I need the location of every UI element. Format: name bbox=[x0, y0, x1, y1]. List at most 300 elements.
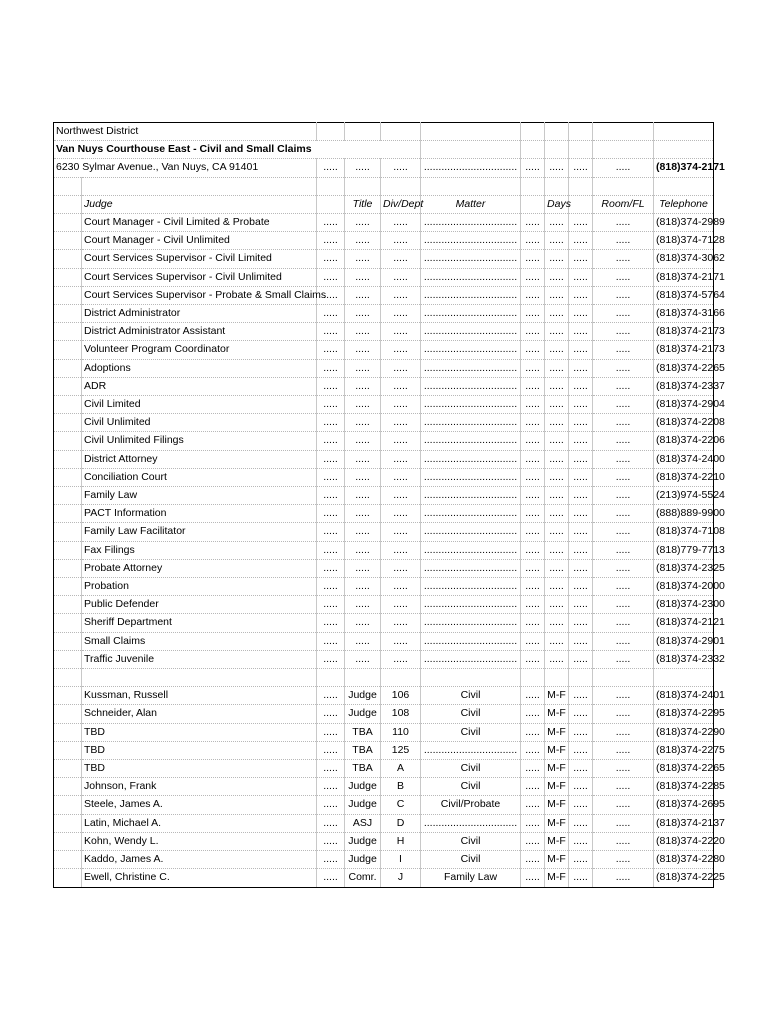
service-row bbox=[54, 541, 714, 559]
service-phone: (818)374-2400 bbox=[654, 450, 714, 468]
filler: ..... bbox=[569, 687, 593, 705]
service-name: Court Manager - Civil Unlimited bbox=[82, 232, 317, 250]
service-phone: (818)779-7713 bbox=[654, 541, 714, 559]
judge-matter: ................................ bbox=[421, 741, 521, 759]
filler: ..... bbox=[345, 487, 381, 505]
service-row bbox=[54, 341, 714, 359]
filler: ..... bbox=[521, 559, 545, 577]
filler: ..... bbox=[317, 505, 345, 523]
judge-phone: (818)374-2137 bbox=[654, 814, 714, 832]
judge-title: Comr. bbox=[345, 869, 381, 887]
filler: ..... bbox=[593, 450, 654, 468]
filler: ..... bbox=[521, 414, 545, 432]
filler: ..... bbox=[317, 250, 345, 268]
filler: ..... bbox=[593, 305, 654, 323]
column-header-row bbox=[54, 195, 714, 213]
judge-matter: Family Law bbox=[421, 869, 521, 887]
filler: ..... bbox=[593, 814, 654, 832]
judge-name: Ewell, Christine C. bbox=[82, 869, 317, 887]
filler: ..... bbox=[521, 323, 545, 341]
filler: ................................ bbox=[421, 359, 521, 377]
judge-matter: Civil bbox=[421, 851, 521, 869]
filler: ..... bbox=[545, 523, 569, 541]
filler: ..... bbox=[545, 250, 569, 268]
service-phone: (818)374-2904 bbox=[654, 396, 714, 414]
filler: ..... bbox=[545, 450, 569, 468]
service-name: Adoptions bbox=[82, 359, 317, 377]
filler: ..... bbox=[545, 650, 569, 668]
judge-title: TBA bbox=[345, 741, 381, 759]
filler: ..... bbox=[345, 323, 381, 341]
filler: ................................ bbox=[421, 341, 521, 359]
filler: ..... bbox=[569, 268, 593, 286]
filler: ..... bbox=[569, 851, 593, 869]
service-row bbox=[54, 505, 714, 523]
judge-matter: Civil bbox=[421, 778, 521, 796]
filler: ..... bbox=[569, 505, 593, 523]
judge-row bbox=[54, 851, 714, 869]
filler: ..... bbox=[317, 432, 345, 450]
filler: ..... bbox=[381, 377, 421, 395]
filler: ..... bbox=[593, 377, 654, 395]
filler: ..... bbox=[521, 632, 545, 650]
filler: ..... bbox=[545, 468, 569, 486]
filler: ................................ bbox=[421, 523, 521, 541]
courthouse-row bbox=[54, 141, 714, 159]
service-row bbox=[54, 268, 714, 286]
judge-name: Kussman, Russell bbox=[82, 687, 317, 705]
filler: ..... bbox=[593, 869, 654, 887]
service-name: Volunteer Program Coordinator bbox=[82, 341, 317, 359]
filler: ..... bbox=[381, 614, 421, 632]
filler: ..... bbox=[317, 232, 345, 250]
filler: ..... bbox=[521, 578, 545, 596]
filler: ..... bbox=[593, 487, 654, 505]
filler: ..... bbox=[317, 286, 345, 304]
judge-dept: B bbox=[381, 778, 421, 796]
filler: ..... bbox=[317, 760, 345, 778]
filler: ..... bbox=[345, 541, 381, 559]
judge-days: M-F bbox=[545, 869, 569, 887]
filler: ..... bbox=[345, 450, 381, 468]
filler: ..... bbox=[521, 596, 545, 614]
filler: ..... bbox=[345, 250, 381, 268]
filler: ..... bbox=[317, 705, 345, 723]
room-column-header: Room/FL bbox=[593, 195, 654, 213]
judge-dept: 110 bbox=[381, 723, 421, 741]
district-name: Northwest District bbox=[54, 123, 317, 141]
filler: ..... bbox=[593, 214, 654, 232]
filler: ..... bbox=[569, 559, 593, 577]
filler: ..... bbox=[521, 723, 545, 741]
service-name: Civil Limited bbox=[82, 396, 317, 414]
filler: ..... bbox=[345, 232, 381, 250]
filler: ..... bbox=[569, 596, 593, 614]
filler: ................................ bbox=[421, 559, 521, 577]
judge-days: M-F bbox=[545, 796, 569, 814]
service-row bbox=[54, 432, 714, 450]
filler: ..... bbox=[545, 159, 569, 177]
judge-name: Steele, James A. bbox=[82, 796, 317, 814]
judge-row bbox=[54, 869, 714, 887]
filler: ..... bbox=[345, 268, 381, 286]
service-name: Family Law bbox=[82, 487, 317, 505]
filler: ..... bbox=[545, 286, 569, 304]
judge-dept: J bbox=[381, 869, 421, 887]
filler: ..... bbox=[521, 268, 545, 286]
filler: ..... bbox=[569, 832, 593, 850]
filler: ..... bbox=[317, 741, 345, 759]
filler: ..... bbox=[345, 614, 381, 632]
service-name: PACT Information bbox=[82, 505, 317, 523]
service-phone: (818)374-2989 bbox=[654, 214, 714, 232]
judge-days: M-F bbox=[545, 778, 569, 796]
filler: ..... bbox=[381, 650, 421, 668]
filler: ..... bbox=[545, 268, 569, 286]
filler: ..... bbox=[569, 760, 593, 778]
service-phone: (818)374-2210 bbox=[654, 468, 714, 486]
filler: ..... bbox=[521, 286, 545, 304]
filler: ..... bbox=[381, 232, 421, 250]
filler: ..... bbox=[345, 559, 381, 577]
filler: ..... bbox=[569, 705, 593, 723]
filler: ..... bbox=[569, 450, 593, 468]
filler: ..... bbox=[381, 559, 421, 577]
service-phone: (818)374-2171 bbox=[654, 268, 714, 286]
filler: ..... bbox=[593, 596, 654, 614]
service-phone: (818)374-2265 bbox=[654, 359, 714, 377]
filler: ..... bbox=[545, 323, 569, 341]
filler: ..... bbox=[317, 487, 345, 505]
judge-name: TBD bbox=[82, 760, 317, 778]
filler: ..... bbox=[345, 305, 381, 323]
filler: ..... bbox=[593, 851, 654, 869]
filler: ..... bbox=[345, 341, 381, 359]
judge-row bbox=[54, 778, 714, 796]
filler: ..... bbox=[317, 268, 345, 286]
judge-days: M-F bbox=[545, 723, 569, 741]
filler: ..... bbox=[569, 214, 593, 232]
service-row bbox=[54, 523, 714, 541]
filler: ..... bbox=[381, 323, 421, 341]
filler: ..... bbox=[569, 796, 593, 814]
filler: ................................ bbox=[421, 286, 521, 304]
filler: ..... bbox=[521, 432, 545, 450]
courthouse-address: 6230 Sylmar Avenue., Van Nuys, CA 91401 bbox=[54, 159, 317, 177]
blank-row bbox=[54, 669, 714, 687]
filler: ..... bbox=[593, 541, 654, 559]
judge-dept: H bbox=[381, 832, 421, 850]
filler: ..... bbox=[317, 523, 345, 541]
filler: ..... bbox=[521, 760, 545, 778]
filler: ................................ bbox=[421, 468, 521, 486]
filler: ..... bbox=[593, 578, 654, 596]
filler: ..... bbox=[521, 396, 545, 414]
filler: ..... bbox=[317, 650, 345, 668]
filler: ..... bbox=[381, 450, 421, 468]
filler: ..... bbox=[593, 760, 654, 778]
judge-matter: Civil bbox=[421, 723, 521, 741]
filler: ................................ bbox=[421, 450, 521, 468]
filler: ..... bbox=[345, 359, 381, 377]
service-phone: (818)374-2901 bbox=[654, 632, 714, 650]
service-name: Court Services Supervisor - Probate & Small Claims bbox=[82, 286, 317, 304]
filler: ..... bbox=[545, 578, 569, 596]
filler: ..... bbox=[381, 632, 421, 650]
judge-name: TBD bbox=[82, 741, 317, 759]
filler: ..... bbox=[381, 305, 421, 323]
judge-days: M-F bbox=[545, 760, 569, 778]
district-row bbox=[54, 123, 714, 141]
filler: ..... bbox=[593, 341, 654, 359]
filler: ..... bbox=[593, 796, 654, 814]
judge-phone: (818)374-2265 bbox=[654, 760, 714, 778]
filler: ..... bbox=[317, 851, 345, 869]
filler: ................................ bbox=[421, 487, 521, 505]
filler: ..... bbox=[593, 359, 654, 377]
filler: ..... bbox=[521, 505, 545, 523]
judge-matter: ................................ bbox=[421, 814, 521, 832]
filler: ..... bbox=[381, 414, 421, 432]
filler: ................................ bbox=[421, 414, 521, 432]
judge-matter: Civil bbox=[421, 705, 521, 723]
service-phone: (818)374-2337 bbox=[654, 377, 714, 395]
service-name: Probation bbox=[82, 578, 317, 596]
filler: ..... bbox=[521, 778, 545, 796]
filler: ..... bbox=[345, 286, 381, 304]
filler: ..... bbox=[545, 414, 569, 432]
filler: ..... bbox=[521, 341, 545, 359]
judge-phone: (818)374-2225 bbox=[654, 869, 714, 887]
filler: ..... bbox=[569, 323, 593, 341]
filler: ..... bbox=[381, 250, 421, 268]
filler: ..... bbox=[317, 541, 345, 559]
filler: ..... bbox=[345, 505, 381, 523]
judge-matter: Civil bbox=[421, 760, 521, 778]
service-phone: (818)374-5764 bbox=[654, 286, 714, 304]
filler: ..... bbox=[545, 596, 569, 614]
days-column-header: Days bbox=[545, 195, 569, 213]
judge-name: Kaddo, James A. bbox=[82, 851, 317, 869]
judge-row bbox=[54, 760, 714, 778]
judge-dept: 125 bbox=[381, 741, 421, 759]
service-phone: (818)374-2173 bbox=[654, 323, 714, 341]
service-name: Court Manager - Civil Limited & Probate bbox=[82, 214, 317, 232]
filler: ..... bbox=[593, 468, 654, 486]
filler: ..... bbox=[317, 414, 345, 432]
judge-name: Schneider, Alan bbox=[82, 705, 317, 723]
filler: ..... bbox=[569, 614, 593, 632]
service-phone: (888)889-9900 bbox=[654, 505, 714, 523]
judge-row bbox=[54, 705, 714, 723]
filler: ..... bbox=[317, 377, 345, 395]
filler: ..... bbox=[381, 286, 421, 304]
filler: ..... bbox=[545, 432, 569, 450]
filler: ..... bbox=[593, 232, 654, 250]
judge-days: M-F bbox=[545, 687, 569, 705]
judge-phone: (818)374-2295 bbox=[654, 705, 714, 723]
judge-days: M-F bbox=[545, 705, 569, 723]
filler: ..... bbox=[593, 286, 654, 304]
filler: ..... bbox=[569, 305, 593, 323]
judge-days: M-F bbox=[545, 832, 569, 850]
filler: ..... bbox=[593, 614, 654, 632]
judge-phone: (818)374-2220 bbox=[654, 832, 714, 850]
filler: ..... bbox=[593, 323, 654, 341]
filler: ..... bbox=[569, 359, 593, 377]
service-row bbox=[54, 305, 714, 323]
filler: ..... bbox=[317, 832, 345, 850]
judge-name: Latin, Michael A. bbox=[82, 814, 317, 832]
judge-row bbox=[54, 687, 714, 705]
filler: ..... bbox=[521, 541, 545, 559]
filler: ..... bbox=[317, 796, 345, 814]
filler: ..... bbox=[593, 523, 654, 541]
judge-matter: Civil bbox=[421, 687, 521, 705]
filler: ..... bbox=[545, 487, 569, 505]
filler: ..... bbox=[317, 723, 345, 741]
filler: ..... bbox=[381, 523, 421, 541]
filler: ..... bbox=[521, 705, 545, 723]
filler: ..... bbox=[569, 286, 593, 304]
filler: ..... bbox=[593, 505, 654, 523]
filler: ..... bbox=[521, 523, 545, 541]
filler: ..... bbox=[345, 396, 381, 414]
filler: ................................ bbox=[421, 541, 521, 559]
filler: ..... bbox=[569, 650, 593, 668]
filler: ................................ bbox=[421, 596, 521, 614]
judge-days: M-F bbox=[545, 741, 569, 759]
filler: ..... bbox=[593, 778, 654, 796]
filler: ..... bbox=[545, 505, 569, 523]
filler: ..... bbox=[593, 705, 654, 723]
service-row bbox=[54, 396, 714, 414]
service-phone: (818)374-2208 bbox=[654, 414, 714, 432]
filler: ..... bbox=[569, 869, 593, 887]
judge-title: Judge bbox=[345, 705, 381, 723]
filler: ..... bbox=[569, 741, 593, 759]
judge-dept: 108 bbox=[381, 705, 421, 723]
filler: ..... bbox=[521, 450, 545, 468]
judge-dept: C bbox=[381, 796, 421, 814]
matter-column-header: Matter bbox=[421, 195, 521, 213]
judge-dept: 106 bbox=[381, 687, 421, 705]
filler: ..... bbox=[317, 305, 345, 323]
service-name: Sheriff Department bbox=[82, 614, 317, 632]
filler: ..... bbox=[381, 541, 421, 559]
filler: ..... bbox=[569, 778, 593, 796]
filler: ..... bbox=[593, 268, 654, 286]
filler: ..... bbox=[569, 723, 593, 741]
judge-name: Johnson, Frank bbox=[82, 778, 317, 796]
service-row bbox=[54, 323, 714, 341]
service-row bbox=[54, 468, 714, 486]
filler: ..... bbox=[345, 578, 381, 596]
service-name: Traffic Juvenile bbox=[82, 650, 317, 668]
service-row bbox=[54, 614, 714, 632]
filler: ..... bbox=[345, 214, 381, 232]
service-name: Family Law Facilitator bbox=[82, 523, 317, 541]
service-name: District Attorney bbox=[82, 450, 317, 468]
courthouse-phone: (818)374-2171 bbox=[654, 159, 714, 177]
service-row bbox=[54, 232, 714, 250]
judge-phone: (818)374-2401 bbox=[654, 687, 714, 705]
filler: ..... bbox=[545, 341, 569, 359]
filler: ..... bbox=[521, 796, 545, 814]
judge-title: Judge bbox=[345, 851, 381, 869]
filler: ..... bbox=[521, 487, 545, 505]
filler: ..... bbox=[381, 596, 421, 614]
filler: ..... bbox=[545, 305, 569, 323]
filler: ..... bbox=[317, 814, 345, 832]
service-row bbox=[54, 250, 714, 268]
judge-phone: (818)374-2290 bbox=[654, 723, 714, 741]
filler: ..... bbox=[521, 359, 545, 377]
directory-body bbox=[54, 123, 725, 888]
directory-table bbox=[53, 122, 725, 888]
service-phone: (818)374-7128 bbox=[654, 232, 714, 250]
judge-dept: A bbox=[381, 760, 421, 778]
judge-matter: Civil bbox=[421, 832, 521, 850]
judge-title: Judge bbox=[345, 832, 381, 850]
filler: ..... bbox=[521, 851, 545, 869]
filler: ..... bbox=[317, 341, 345, 359]
judge-row bbox=[54, 723, 714, 741]
filler: ................................ bbox=[421, 505, 521, 523]
filler: ..... bbox=[521, 814, 545, 832]
filler: ..... bbox=[545, 396, 569, 414]
service-name: Small Claims bbox=[82, 632, 317, 650]
filler: ..... bbox=[569, 578, 593, 596]
filler: ..... bbox=[521, 159, 545, 177]
filler: ..... bbox=[593, 396, 654, 414]
filler: ..... bbox=[317, 359, 345, 377]
filler: ..... bbox=[317, 323, 345, 341]
filler: ..... bbox=[521, 687, 545, 705]
filler: ..... bbox=[545, 632, 569, 650]
filler: ..... bbox=[569, 632, 593, 650]
filler: ................................ bbox=[421, 268, 521, 286]
service-row bbox=[54, 632, 714, 650]
filler: ..... bbox=[317, 869, 345, 887]
filler: ..... bbox=[381, 359, 421, 377]
service-phone: (818)374-7108 bbox=[654, 523, 714, 541]
filler: ..... bbox=[569, 814, 593, 832]
service-phone: (818)374-3166 bbox=[654, 305, 714, 323]
service-row bbox=[54, 487, 714, 505]
filler: ..... bbox=[593, 723, 654, 741]
filler: ................................ bbox=[421, 232, 521, 250]
filler: ..... bbox=[317, 614, 345, 632]
filler: ..... bbox=[593, 832, 654, 850]
service-row bbox=[54, 377, 714, 395]
filler: ..... bbox=[593, 650, 654, 668]
filler: ..... bbox=[569, 432, 593, 450]
service-row bbox=[54, 596, 714, 614]
service-row bbox=[54, 286, 714, 304]
filler: ................................ bbox=[421, 396, 521, 414]
filler: ..... bbox=[569, 487, 593, 505]
judge-row bbox=[54, 741, 714, 759]
filler: ..... bbox=[317, 596, 345, 614]
service-phone: (818)374-2173 bbox=[654, 341, 714, 359]
filler: ..... bbox=[381, 505, 421, 523]
service-name: Civil Unlimited bbox=[82, 414, 317, 432]
filler: ..... bbox=[345, 650, 381, 668]
courthouse-name: Van Nuys Courthouse East - Civil and Small Claims bbox=[54, 141, 421, 159]
filler: ..... bbox=[345, 432, 381, 450]
filler: ..... bbox=[381, 341, 421, 359]
